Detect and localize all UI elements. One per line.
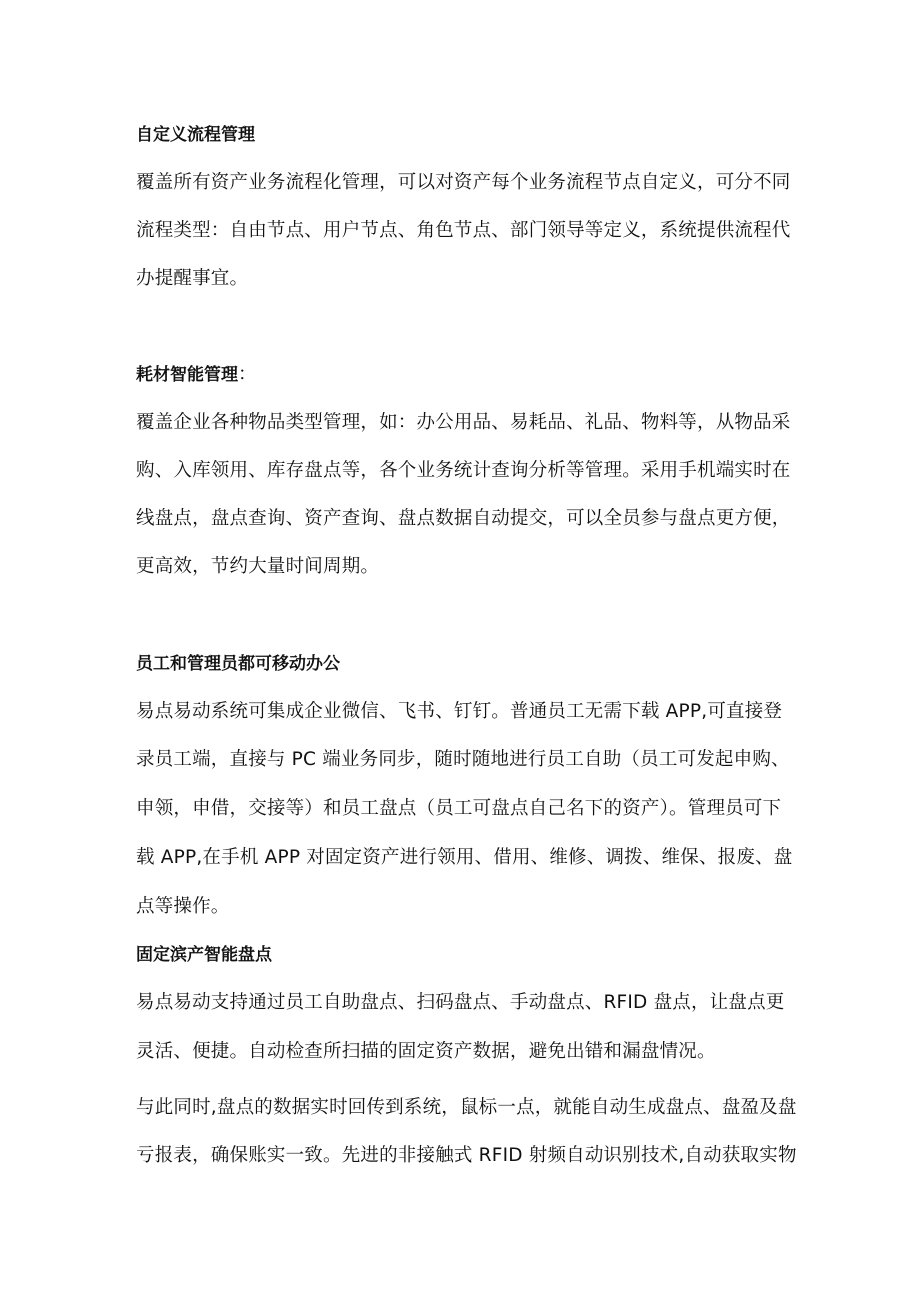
paragraph-line: 点等操作。 — [136, 896, 230, 917]
paragraph-line: 载 APP,在手机 APP 对固定资产进行领用、借用、维修、调拨、维保、报废、盘 — [136, 847, 793, 868]
section-heading-mobile-office: 员工和管理员都可移动办公 — [136, 654, 340, 674]
paragraph-line: 录员工端，直接与 PC 端业务同步，随时随地进行员工自助（员工可发起申购、 — [136, 749, 790, 770]
paragraph-line: 灵活、便捷。自动检查所扫描的固定资产数据，避免出错和漏盘情况。 — [136, 1041, 716, 1062]
paragraph-line: 覆盖企业各种物品类型管理，如：办公用品、易耗品、礼品、物料等，从物品采 — [136, 412, 791, 433]
section-heading-colon: ： — [238, 364, 257, 385]
section-heading-text: 耗材智能管理 — [136, 365, 238, 385]
paragraph-line: 覆盖所有资产业务流程化管理，可以对资产每个业务流程节点自定义，可分不同 — [136, 172, 791, 193]
paragraph-line: 流程类型：自由节点、用户节点、角色节点、部门领导等定义，系统提供流程代 — [136, 220, 791, 241]
paragraph-line: 易点易动支持通过员工自助盘点、扫码盘点、手动盘点、RFID 盘点，让盘点更 — [136, 992, 785, 1013]
paragraph-line: 与此同时,盘点的数据实时回传到系统，鼠标一点，就能自动生成盘点、盘盈及盘 — [136, 1097, 797, 1118]
paragraph-line: 申领，申借，交接等）和员工盘点（员工可盘点自己名下的资产）。管理员可下 — [136, 798, 782, 819]
paragraph-line: 易点易动系统可集成企业微信、飞书、钉钉。普通员工无需下载 APP,可直接登 — [136, 701, 783, 722]
paragraph-line: 更高效，节约大量时间周期。 — [136, 556, 380, 577]
paragraph-line: 亏报表，确保账实一致。先进的非接触式 RFID 射频自动识别技术,自动获取实物 — [136, 1145, 797, 1166]
paragraph-line: 办提醒事宜。 — [136, 268, 249, 289]
section-heading-inventory: 固定滨产智能盘点 — [136, 945, 272, 965]
paragraph-line: 购、入库领用、库存盘点等，各个业务统计查询分析等管理。采用手机端实时在 — [136, 460, 791, 481]
section-heading-consumables — [136, 363, 257, 387]
paragraph-line: 线盘点，盘点查询、资产查询、盘点数据自动提交，可以全员参与盘点更方便， — [136, 508, 791, 529]
section-heading-custom-workflow: 自定义流程管理 — [136, 125, 255, 145]
